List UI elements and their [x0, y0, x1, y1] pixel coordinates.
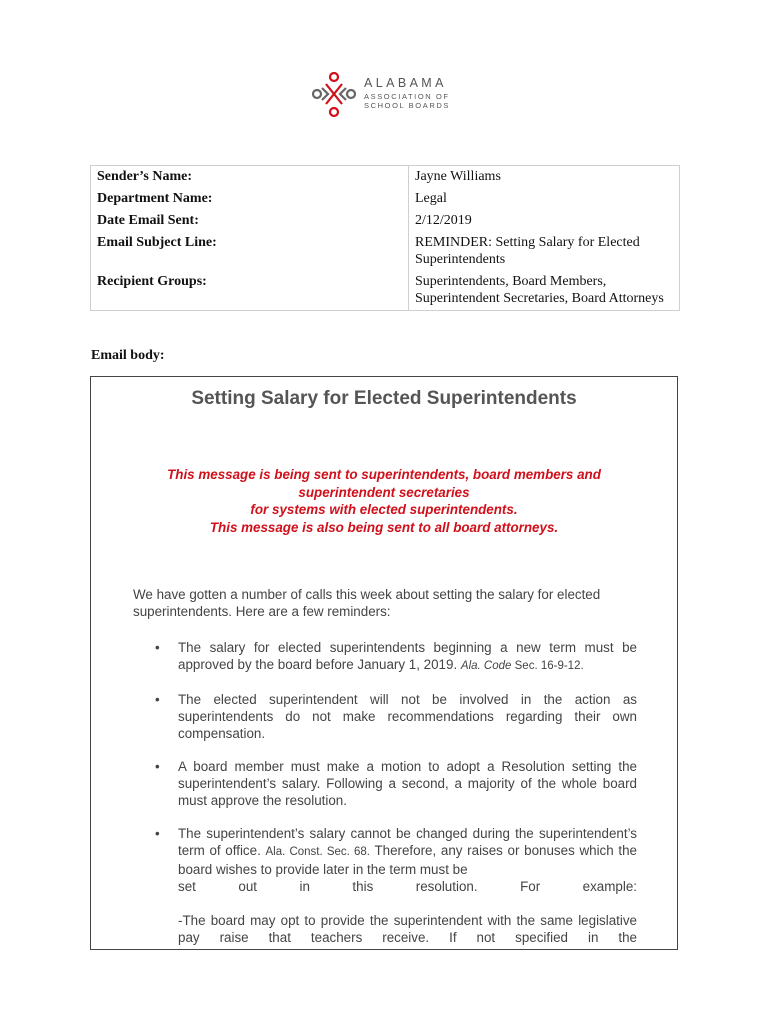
reminder-4-text-c: set out in this resolution. For example:	[178, 879, 637, 894]
citation-code-name: Ala. Code	[460, 660, 512, 672]
table-row	[91, 232, 680, 271]
reminder-3-text: A board member must make a motion to adopt a Resolution setting the superintendent’s salary. Following a second, a majority of the whole board must approve the resolution.	[178, 759, 637, 808]
reminder-2-text: The elected superintendent will not be involved in the action as superintendents do not make recommendations regarding their own compensation.	[178, 692, 637, 741]
table-row	[91, 188, 680, 210]
citation-section: Sec. 16-9-12.	[514, 660, 584, 672]
list-item	[133, 639, 637, 675]
logo-line-1: ALABAMA	[364, 76, 447, 90]
audience-notice-line: superintendent secretaries	[298, 484, 470, 500]
reminder-4-text-b: Therefore, any raises or bonuses which the board wishes to provide later in the term must be	[178, 843, 637, 877]
aasb-emblem-icon	[310, 70, 358, 120]
reminder-4-citation: Ala. Const. Sec. 68.	[265, 846, 370, 858]
sender-name-value: Jayne Williams	[409, 166, 680, 189]
subject-line-label: Email Subject Line:	[91, 232, 409, 271]
list-item	[133, 758, 637, 809]
table-row	[91, 271, 680, 311]
reminder-1-text: The salary for elected superintendents beginning a new term must be approved by the board before January 1, 2019.	[178, 640, 637, 672]
list-item	[133, 691, 637, 742]
aasb-logo	[310, 70, 460, 122]
table-row	[91, 166, 680, 189]
intro-paragraph: We have gotten a number of calls this week about setting the salary for elected superintendents. Here are a few reminders:	[133, 587, 601, 619]
email-metadata-table	[90, 165, 680, 311]
audience-notice	[111, 466, 657, 536]
email-body-box	[90, 376, 678, 950]
date-sent-value: 2/12/2019	[409, 210, 680, 232]
sender-name-label: Sender’s Name:	[91, 166, 409, 189]
logo-line-2: ASSOCIATION OF	[364, 91, 450, 101]
reminder-list	[133, 639, 637, 950]
date-sent-label: Date Email Sent:	[91, 210, 409, 232]
department-name-value: Legal	[409, 188, 680, 210]
recipient-groups-label: Recipient Groups:	[91, 271, 409, 311]
audience-notice-line: for systems with elected superintendents.	[250, 502, 518, 517]
email-title: Setting Salary for Elected Superintendents	[191, 388, 577, 409]
subject-line-value: REMINDER: Setting Salary for Elected Superintendents	[409, 232, 680, 271]
reminder-4-example: -The board may opt to provide the superintendent with the same legislative pay raise that teachers receive. If not specified in the	[178, 913, 637, 945]
department-name-label: Department Name:	[91, 188, 409, 210]
reminder-1-citation	[461, 660, 584, 672]
recipient-groups-value: Superintendents, Board Members, Superintendent Secretaries, Board Attorneys	[409, 271, 680, 311]
table-row	[91, 210, 680, 232]
audience-notice-line: This message is also being sent to all board attorneys.	[209, 519, 559, 535]
reminder-4-text-a: The superintendent’s salary cannot be changed during the superintendent’s term of office.	[178, 826, 637, 858]
logo-line-3: SCHOOL BOARDS	[364, 101, 450, 110]
email-body-label: Email body:	[91, 348, 165, 363]
list-item	[133, 825, 637, 946]
audience-notice-line: This message is being sent to superintendents, board members and	[167, 467, 601, 482]
